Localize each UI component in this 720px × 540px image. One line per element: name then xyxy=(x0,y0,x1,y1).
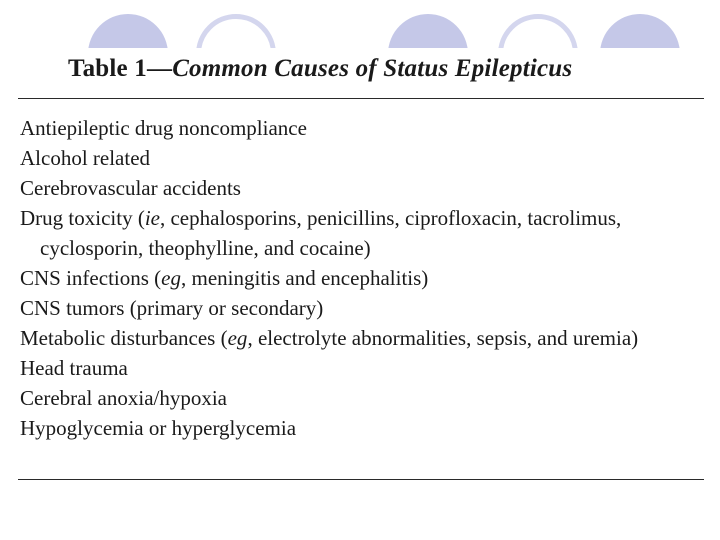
cause-detail: , meningitis and encephalitis) xyxy=(181,266,429,290)
decorative-circle xyxy=(88,14,168,48)
cause-main: CNS tumors xyxy=(20,296,130,320)
cause-abbr: eg xyxy=(227,326,248,350)
list-item xyxy=(20,143,700,173)
table-title xyxy=(68,53,572,85)
list-item xyxy=(20,203,700,263)
cause-detail: (primary or secondary) xyxy=(129,296,324,320)
table-bottom-rule xyxy=(18,479,704,480)
table-top-rule xyxy=(18,98,704,99)
decorative-circle xyxy=(388,14,468,48)
list-item xyxy=(20,383,700,413)
decorative-circle xyxy=(196,14,276,48)
list-item xyxy=(20,353,700,383)
cause-main: Hypoglycemia or hyperglycemia xyxy=(20,416,297,440)
cause-main: Antiepileptic drug noncompliance xyxy=(20,116,307,140)
list-item xyxy=(20,413,700,443)
cause-abbr: ie xyxy=(144,206,160,230)
cause-detail: , cephalosporins, penicillins, ciprofloxacin, tacrolimus, cyclosporin, theophylline, and cocaine) xyxy=(40,206,622,260)
list-item xyxy=(20,113,700,143)
cause-open-paren: ( xyxy=(137,206,145,230)
cause-open-paren: ( xyxy=(220,326,228,350)
cause-main: CNS infections xyxy=(20,266,155,290)
cause-main: Cerebrovascular accidents xyxy=(20,176,241,200)
decorative-circle xyxy=(600,14,680,48)
table-title-prefix: Table 1— xyxy=(68,55,173,82)
cause-main: Metabolic disturbances xyxy=(20,326,221,350)
list-item xyxy=(20,323,700,353)
causes-list xyxy=(20,113,700,443)
table-title-name: Common Causes of Status Epilepticus xyxy=(172,55,573,82)
cause-open-paren: ( xyxy=(154,266,162,290)
decorative-header-circles xyxy=(0,0,720,48)
cause-main: Drug toxicity xyxy=(20,206,138,230)
cause-main: Head trauma xyxy=(20,356,128,380)
cause-main: Cerebral anoxia/hypoxia xyxy=(20,386,228,410)
list-item xyxy=(20,293,700,323)
decorative-circle xyxy=(498,14,578,48)
list-item xyxy=(20,263,700,293)
cause-detail: , electrolyte abnormalities, sepsis, and uremia) xyxy=(247,326,639,350)
list-item xyxy=(20,173,700,203)
cause-abbr: eg xyxy=(161,266,181,290)
cause-main: Alcohol related xyxy=(20,146,151,170)
